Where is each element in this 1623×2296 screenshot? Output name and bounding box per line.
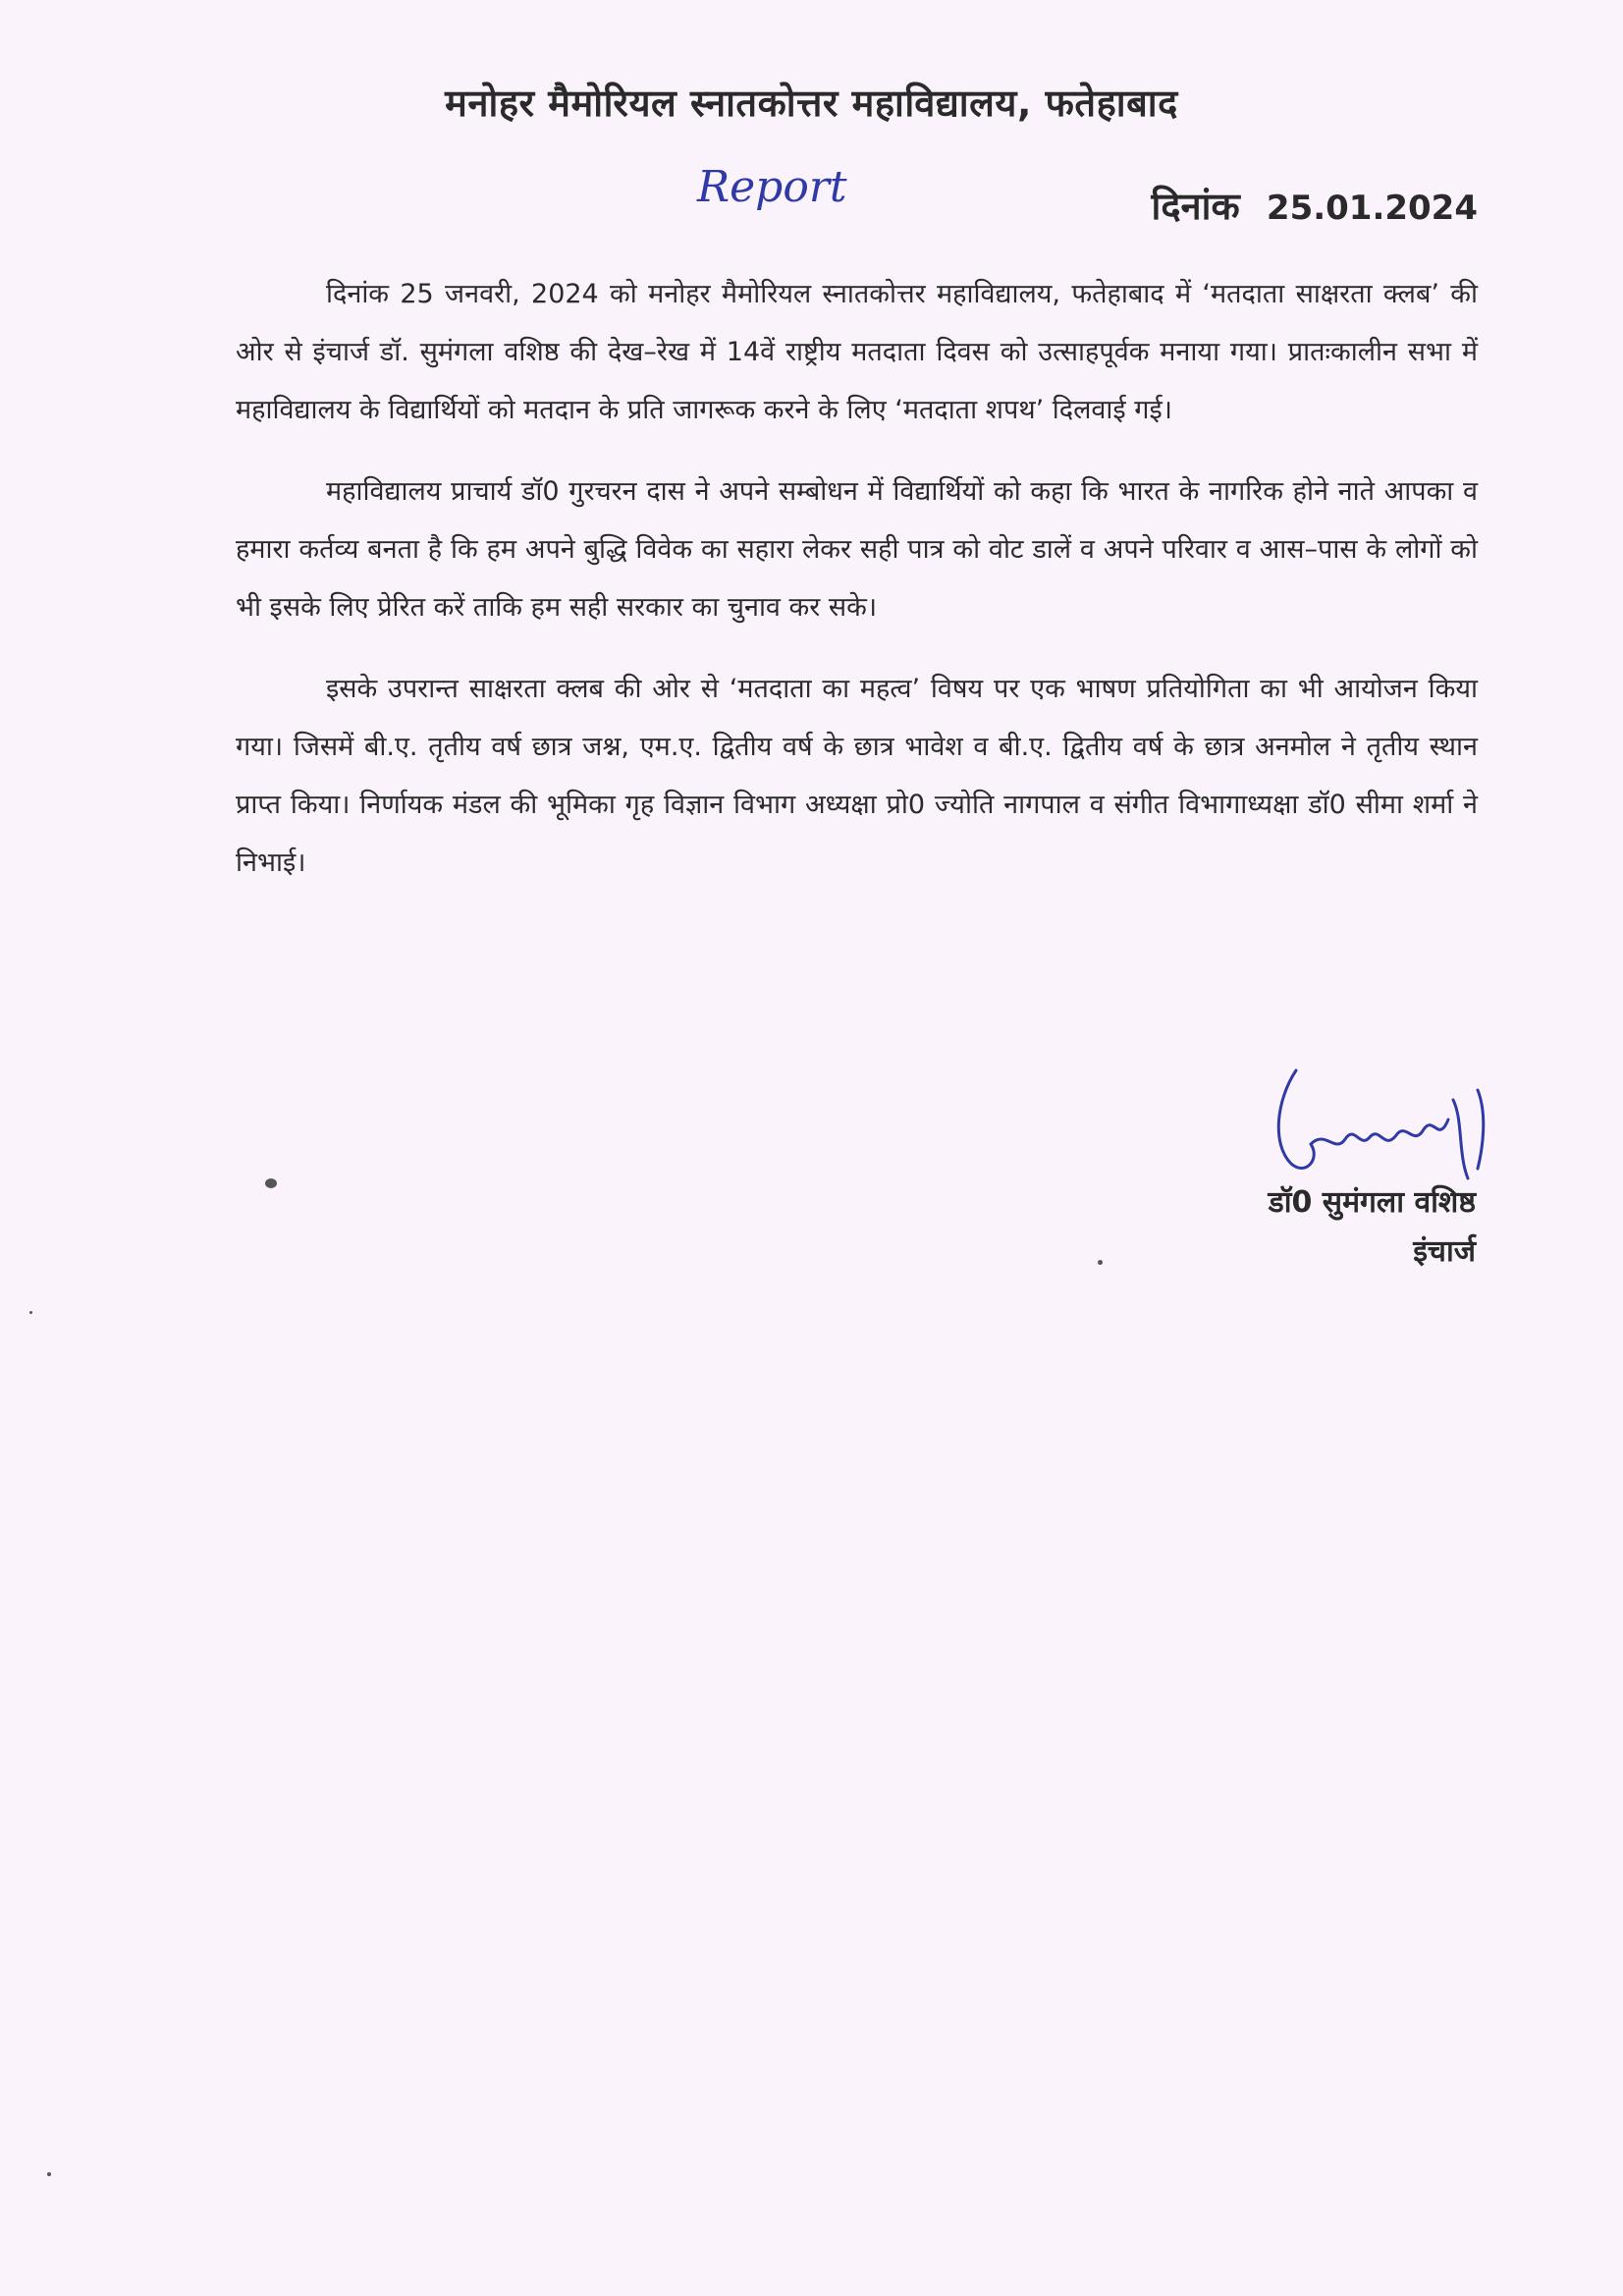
- handwritten-signature: [1267, 1061, 1512, 1198]
- date-value: 25.01.2024: [1266, 189, 1478, 228]
- scan-speck: [47, 2172, 51, 2176]
- scan-speck: [1098, 1260, 1103, 1265]
- scan-speck: [29, 1311, 32, 1314]
- paragraph-3: इसके उपरान्त साक्षरता क्लब की ओर से ‘मतदाता का महत्व’ विषय पर एक भाषण प्रतियोगिता का भी आयोजन किया गया। जिसमें बी.ए. तृतीय वर्ष छात्र जश्न, एम.ए. द्वितीय वर्ष के छात्र भावेश व बी.ए. द्वितीय वर्ष के छात्र अनमोल ने तृतीय स्थान प्राप्त किया। निर्णायक मंडल की भूमिका गृह विज्ञान विभाग अध्यक्षा प्रो0 ज्योति नागपाल व संगीत विभागाध्यक्षा डॉ0 सीमा शर्मा ने निभाई।: [236, 674, 1478, 878]
- report-body: [236, 265, 1478, 915]
- scan-speck: [265, 1178, 277, 1188]
- paragraph-2: महाविद्यालय प्राचार्य डॉ0 गुरचरन दास ने अपने सम्बोधन में विद्यार्थियों को कहा कि भारत के नागरिक होने नाते आपका व हमारा कर्तव्य बनता है कि हम अपने बुद्धि विवेक का सहारा लेकर सही पात्र को वोट डालें व अपने परिवार व आस–पास के लोगों को भी इसके लिए प्रेरित करें ताकि हम सही सरकार का चुनाव कर सके।: [236, 476, 1478, 623]
- handwritten-report-note: Report: [697, 162, 847, 212]
- date-label: दिनांक: [1151, 185, 1240, 228]
- college-title: मनोहर मैमोरियल स्नातकोत्तर महाविद्यालय, फतेहाबाद: [445, 82, 1178, 125]
- signatory-name: डॉ0 सुमंगला वशिष्ठ: [1268, 1185, 1476, 1220]
- date-line: [1152, 180, 1478, 231]
- signatory-role: इंचार्ज: [1413, 1234, 1476, 1269]
- paragraph-1: दिनांक 25 जनवरी, 2024 को मनोहर मैमोरियल स्नातकोत्तर महाविद्यालय, फतेहाबाद में ‘मतदाता साक्षरता क्लब’ की ओर से इंचार्ज डॉ. सुमंगला वशिष्ठ की देख–रेख में 14वें राष्ट्रीय मतदाता दिवस को उत्साहपूर्वक मनाया गया। प्रातःकालीन सभा में महाविद्यालय के विद्यार्थियों को मतदान के प्रति जागरूक करने के लिए ‘मतदाता शपथ’ दिलवाई गई।: [236, 279, 1478, 425]
- signatory-block: [1269, 1178, 1476, 1277]
